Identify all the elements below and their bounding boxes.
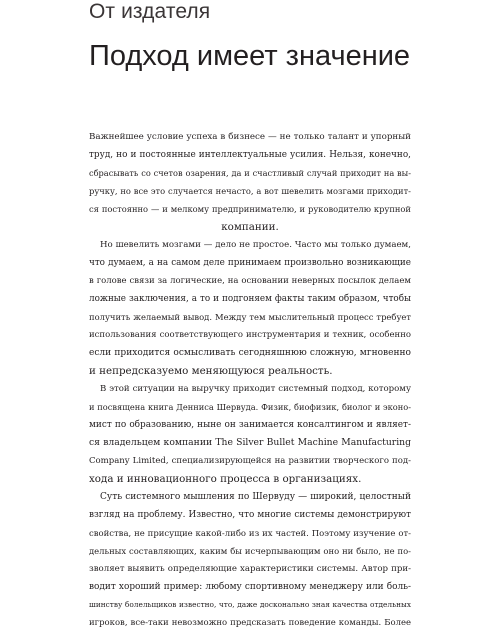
section-header: От издателя [89, 0, 211, 23]
text-line: если приходится осмысливать сегодняшнюю сложную, мгновенно [89, 348, 411, 358]
text-line: компании. [221, 221, 279, 233]
text-line: В этой ситуации на выручку приходит системный подход, которому [100, 384, 411, 394]
text-line: труд, но и постоянные интеллектуальные усилия. Нельзя, конечно, [89, 150, 411, 160]
text-line: дельных составляющих, каким бы исчерпывающим оно ни было, не по- [89, 546, 411, 556]
text-line: получить желаемый вывод. Между тем мыслительный процесс требует [89, 312, 411, 322]
chapter-title: Подход имеет значение [89, 40, 411, 72]
body-text [89, 128, 411, 632]
text-line: что думаем, а на самом деле принимаем произвольно возникающие [89, 258, 411, 268]
text-line: ся владельцем компании The Silver Bullet Machine Manufacturing [89, 437, 411, 448]
text-line: ручку, но все это случается нечасто, а вот шевелить мозгами приходит- [89, 186, 411, 196]
text-line: Важнейшее условие успеха в бизнесе — не только талант и упорный [89, 132, 411, 142]
text-line: использования соответствующего инструментария и техник, особенно [89, 330, 411, 340]
text-line: в голове связи за логические, на основании неверных посылок делаем [89, 276, 411, 286]
text-line: Суть системного мышления по Шервуду — широкий, целостный [100, 492, 411, 502]
text-line: хода и инновационного процесса в организациях. [89, 473, 362, 485]
text-line: свойства, не присущие какой-либо из их частей. Поэтому изучение от- [89, 528, 411, 538]
text-line: взгляд на проблему. Известно, что многие системы демонстрируют [89, 510, 411, 520]
text-line: водит хороший пример: любому спортивному менеджеру или боль- [89, 582, 411, 592]
text-line: ложные заключения, а то и подгоняем факты таким образом, чтобы [89, 294, 411, 304]
text-line: Company Limited, специализирующейся на развитии творческого под- [89, 456, 411, 466]
text-line: и посвящена книга Денниса Шервуда. Физик, биофизик, биолог и эконо- [89, 402, 411, 412]
text-line: Но шевелить мозгами — дело не простое. Часто мы только думаем, [100, 240, 411, 250]
text-line: мист по образованию, ныне он занимается консалтингом и являет- [89, 420, 411, 430]
text-line: ся постоянно — и мелкому предпринимателю, и руководителю крупной [89, 204, 411, 214]
text-line: зволяет выявить определяющие характеристики системы. Автор при- [89, 564, 411, 574]
text-line: сбрасывать со счетов озарения, да и счастливый случай приходит на вы- [89, 168, 411, 178]
text-line: игроков, все-таки невозможно предсказать поведение команды. Более [89, 618, 411, 628]
text-line: и непредсказуемо меняющуюся реальность. [89, 365, 333, 377]
text-line: шинству болельщиков известно, что, даже досконально зная качества отдельных [89, 600, 411, 609]
